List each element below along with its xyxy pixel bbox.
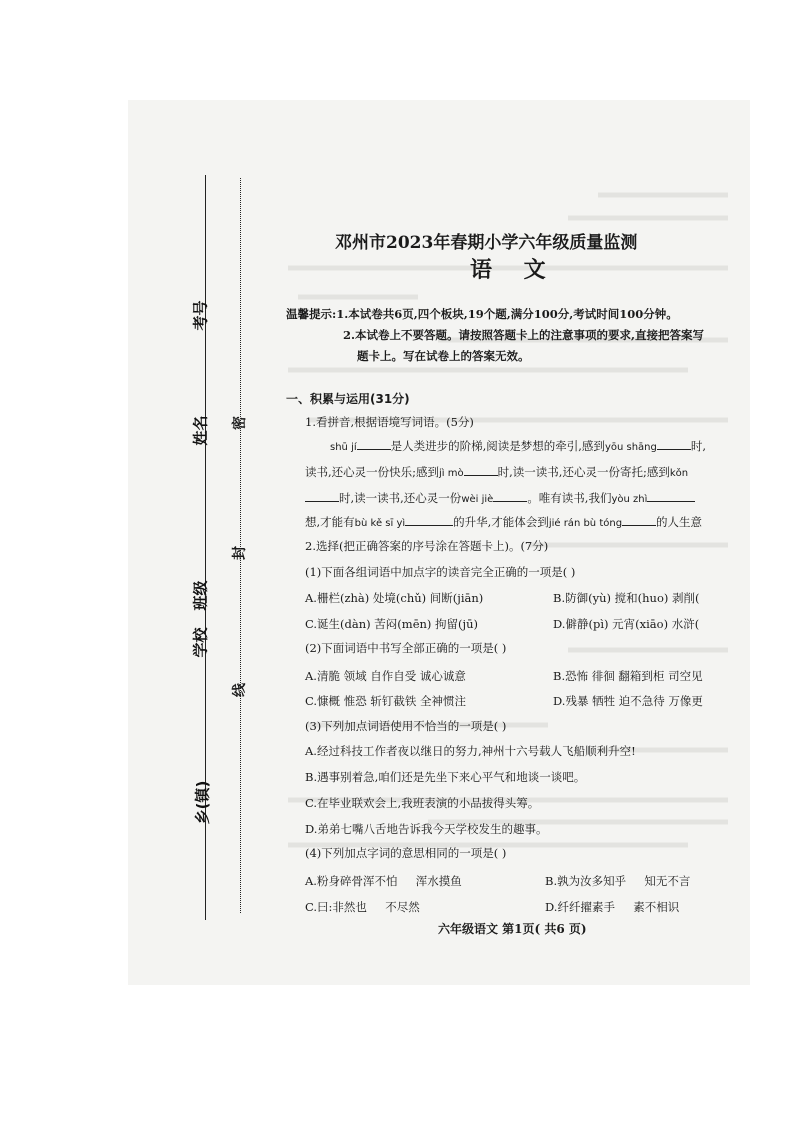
notice-line-2: 2.本试卷上不要答题。请按照答题卡上的注意事项的要求,直接把答案写	[343, 328, 705, 342]
notice-line-1: 温馨提示:1.本试卷共6页,四个板块,19个题,满分100分,考试时间100分钟。	[286, 307, 678, 321]
q1-title: 1.看拼音,根据语境写词语。(5分)	[305, 415, 474, 429]
q2-4-option-c: C.曰:非然也 不尽然	[305, 900, 420, 914]
exam-number-label: 考号	[191, 300, 210, 331]
q2-1-option-b: B.防御(yù) 搅和(huo) 剥削(	[553, 591, 700, 605]
q2-title: 2.选择(把正确答案的序号涂在答题卡上)。(7分)	[305, 539, 549, 553]
exam-subject: 语 文	[470, 257, 558, 283]
q2-2-stem: (2)下面词语中书写全部正确的一项是( )	[305, 641, 507, 655]
q2-2-option-a: A.清脆 领域 自作自受 诚心诚意	[305, 669, 466, 683]
exam-title: 邓州市2023年春期小学六年级质量监测	[335, 233, 638, 253]
q2-4-option-a: A.粉身碎骨浑不怕 浑水摸鱼	[305, 874, 462, 888]
q2-3-stem: (3)下列加点词语使用不恰当的一项是( )	[305, 719, 507, 733]
seal-mi: 密	[232, 416, 248, 430]
q2-1-option-a: A.栅栏(zhà) 处境(chǔ) 间断(jiān)	[305, 591, 484, 605]
q1-line-2: 读书,还心灵一份快乐;感到jì mò 时,读一读书,还心灵一份寄托;感到kǒn	[305, 465, 689, 479]
page-footer: 六年级语文 第1页( 共6 页)	[438, 922, 587, 936]
name-label: 姓名	[191, 415, 210, 446]
q1-line-4: 想,才能有bù kě sī yì 的升华,才能体会到jié rán bù tóng 的人生意	[305, 515, 703, 529]
q2-4-stem: (4)下列加点字词的意思相同的一项是( )	[305, 846, 507, 860]
q1-line-3: 时,读一读书,还心灵一份wèi jiè 。唯有读书,我们yòu zhì	[305, 488, 695, 510]
q2-2-option-b: B.恐怖 徘徊 翻箱到柜 司空见	[553, 669, 703, 683]
notice-block	[286, 304, 746, 367]
section-heading: 一、积累与运用(31分)	[286, 392, 410, 406]
q2-4-option-d: D.纤纤擢素手 素不相识	[545, 900, 680, 914]
class-label: 班级	[191, 580, 210, 611]
q2-3-option-c: C.在毕业联欢会上,我班表演的小品拔得头筹。	[305, 796, 540, 810]
seal-xian: 线	[232, 683, 248, 697]
q2-3-option-d: D.弟弟七嘴八舌地告诉我今天学校发生的趣事。	[305, 822, 548, 836]
township-label: 乡(镇)	[193, 780, 212, 825]
q2-2-option-d: D.残暴 牺牲 迫不急待 万像更	[553, 694, 703, 708]
school-label: 学校	[191, 627, 210, 658]
q2-4-option-b: B.孰为汝多知乎 知无不言	[545, 874, 691, 888]
q2-1-option-d: D.僻静(pì) 元宵(xiāo) 水浒(	[553, 617, 700, 631]
q1-line-1: shū jí 是人类进步的阶梯,阅读是梦想的牵引,感到yōu shāng 时,	[330, 439, 707, 453]
q2-3-option-b: B.遇事别着急,咱们还是先坐下来心平气和地谈一谈吧。	[305, 770, 586, 784]
notice-line-3: 题卡上。写在试卷上的答案无效。	[357, 349, 530, 363]
q2-1-option-c: C.诞生(dàn) 苦闷(mēn) 拘留(jū)	[305, 617, 478, 631]
q2-2-option-c: C.慷概 惟恐 斩钉截铁 全神惯注	[305, 694, 467, 708]
q2-3-option-a: A.经过科技工作者夜以继日的努力,神州十六号载人飞船顺利升空!	[305, 744, 636, 758]
seal-feng: 封	[232, 546, 248, 560]
q2-1-stem: (1)下面各组词语中加点字的读音完全正确的一项是( )	[305, 565, 576, 579]
